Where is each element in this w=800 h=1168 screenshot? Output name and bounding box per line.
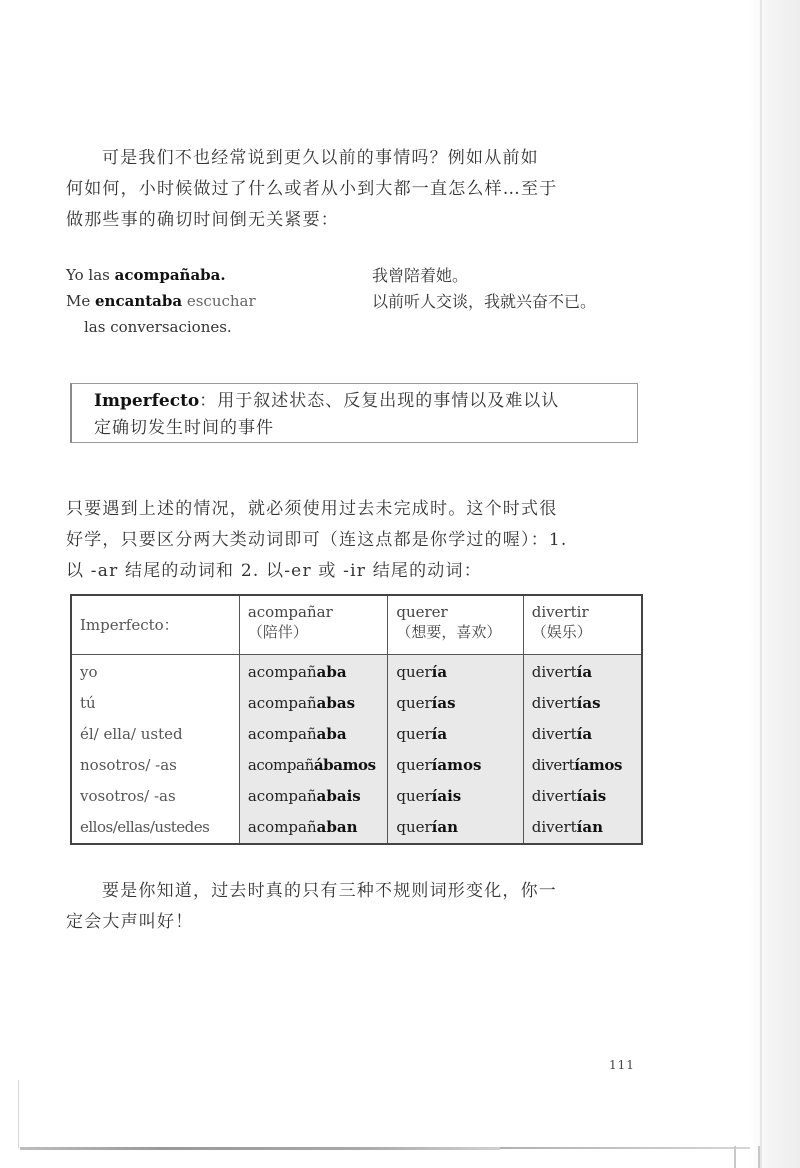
- ending: íais: [576, 787, 607, 805]
- table-header-verb-divertir: [523, 595, 642, 655]
- form-cell: [388, 750, 523, 781]
- verb-meaning: （娱乐）: [531, 623, 592, 641]
- pronoun-cell: ellos/ellas/ustedes: [71, 812, 239, 844]
- stem: divert: [531, 663, 577, 681]
- form-cell: [388, 812, 523, 844]
- pronoun-cell: tú: [71, 688, 239, 719]
- example-2-spanish: [66, 289, 256, 314]
- form-cell: [239, 719, 388, 750]
- imperfecto-conjugation-table: [70, 594, 643, 845]
- pronoun-cell: yo: [71, 655, 239, 689]
- usage-line-1: 只要遇到上述的情况，就必须使用过去未完成时。这个时式很: [66, 499, 558, 519]
- stem: quer: [396, 725, 432, 743]
- stem: acompañ: [247, 818, 317, 836]
- example-2-verb: encantaba: [95, 292, 183, 310]
- table-header-row: [71, 595, 642, 655]
- table-row: [71, 688, 642, 719]
- form-cell: [388, 719, 523, 750]
- stem: quer: [396, 756, 432, 774]
- stem: acompañ: [247, 756, 314, 774]
- ending: aba: [316, 725, 347, 743]
- example-1-prefix: Yo las: [66, 266, 115, 284]
- stem: acompañ: [247, 787, 317, 805]
- ending: ábamos: [313, 756, 376, 774]
- stem: quer: [396, 694, 432, 712]
- table-row: [71, 655, 642, 689]
- intro-line-1: 可是我们不也经常说到更久以前的事情吗？例如从前如: [102, 148, 539, 168]
- example-1-chinese: 我曾陪着她。: [372, 266, 469, 285]
- ending: abais: [316, 787, 361, 805]
- table-header-label: Imperfecto：: [71, 595, 239, 655]
- intro-line-3: 做那些事的确切时间倒无关紧要：: [66, 210, 339, 230]
- verb-infinitive: acompañar: [247, 603, 333, 621]
- ending: ía: [576, 725, 593, 743]
- ending: ías: [576, 694, 601, 712]
- page-gutter-shading: [750, 0, 800, 1168]
- table-row: [71, 781, 642, 812]
- ending: íamos: [574, 756, 623, 774]
- ending: íamos: [431, 756, 482, 774]
- form-cell: [239, 655, 388, 689]
- stem: divert: [531, 725, 577, 743]
- pronoun-cell: vosotros/ -as: [71, 781, 239, 812]
- table-row: [71, 719, 642, 750]
- table-row: [71, 812, 642, 844]
- page-edge-left: [18, 1080, 19, 1148]
- form-cell: [239, 781, 388, 812]
- usage-line-2: 好学，只要区分两大类动词即可（连这点都是你学过的喔）：1.: [66, 530, 568, 550]
- example-1-suffix: .: [220, 266, 226, 284]
- imperfecto-definition-box: [70, 383, 638, 443]
- callout-text-1: 用于叙述状态、反复出现的事情以及难以认: [217, 391, 560, 411]
- page-tab-marks: [734, 1146, 760, 1168]
- verb-infinitive: querer: [396, 603, 448, 621]
- verb-infinitive: divertir: [531, 603, 589, 621]
- closing-line-2: 定会大声叫好！: [66, 912, 194, 932]
- page-edge-bottom: [20, 1147, 500, 1150]
- form-cell: [523, 750, 642, 781]
- usage-line-3: 以 -ar 结尾的动词和 2. 以-er 或 -ir 结尾的动词：: [66, 561, 482, 581]
- ending: aban: [316, 818, 358, 836]
- page-edge-bottom-right: [500, 1147, 750, 1149]
- example-2-continuation: las conversaciones.: [84, 318, 232, 336]
- ending: ía: [576, 663, 593, 681]
- callout-term: Imperfecto: [94, 391, 200, 411]
- ending: íais: [431, 787, 462, 805]
- pronoun-cell: él/ ella/ usted: [71, 719, 239, 750]
- stem: quer: [396, 787, 432, 805]
- form-cell: [239, 812, 388, 844]
- stem: divert: [531, 787, 577, 805]
- stem: quer: [396, 663, 432, 681]
- intro-line-2: 何如何，小时候做过了什么或者从小到大都一直怎么样…至于: [66, 179, 558, 199]
- example-1-spanish: [66, 263, 226, 288]
- stem: acompañ: [247, 725, 317, 743]
- page-number: 111: [609, 1058, 635, 1072]
- table-header-verb-querer: [388, 595, 523, 655]
- example-2-prefix: Me: [66, 292, 96, 310]
- form-cell: [239, 688, 388, 719]
- ending: ían: [431, 818, 458, 836]
- ending: ías: [431, 694, 456, 712]
- form-cell: [388, 655, 523, 689]
- verb-meaning: （想要，喜欢）: [396, 623, 502, 641]
- closing-line-1: 要是你知道，过去时真的只有三种不规则词形变化，你一: [102, 881, 557, 901]
- stem: acompañ: [247, 694, 317, 712]
- ending: abas: [316, 694, 356, 712]
- stem: divert: [531, 756, 575, 774]
- closing-paragraph: [66, 876, 634, 938]
- callout-line-2: 定确切发生时间的事件: [94, 418, 274, 438]
- table-row: [71, 750, 642, 781]
- verb-meaning: （陪伴）: [247, 623, 308, 641]
- callout-line-1: [94, 388, 637, 415]
- pronoun-cell: nosotros/ -as: [71, 750, 239, 781]
- form-cell: [523, 719, 642, 750]
- form-cell: [523, 688, 642, 719]
- form-cell: [239, 750, 388, 781]
- form-cell: [388, 781, 523, 812]
- table-header-verb-acompanar: [239, 595, 388, 655]
- ending: ía: [431, 663, 448, 681]
- stem: divert: [531, 694, 577, 712]
- page-gutter-line: [760, 0, 762, 1168]
- form-cell: [388, 688, 523, 719]
- stem: divert: [531, 818, 577, 836]
- stem: quer: [396, 818, 432, 836]
- callout-separator: ：: [199, 391, 218, 411]
- form-cell: [523, 812, 642, 844]
- example-2-suffix: escuchar: [182, 292, 256, 310]
- stem: acompañ: [247, 663, 317, 681]
- example-2-chinese: 以前听人交谈，我就兴奋不已。: [372, 292, 597, 311]
- usage-paragraph: [66, 494, 634, 587]
- form-cell: [523, 655, 642, 689]
- example-1-verb: acompañaba: [114, 266, 221, 284]
- intro-paragraph: [66, 143, 634, 236]
- form-cell: [523, 781, 642, 812]
- ending: ía: [431, 725, 448, 743]
- ending: aba: [316, 663, 347, 681]
- ending: ían: [576, 818, 603, 836]
